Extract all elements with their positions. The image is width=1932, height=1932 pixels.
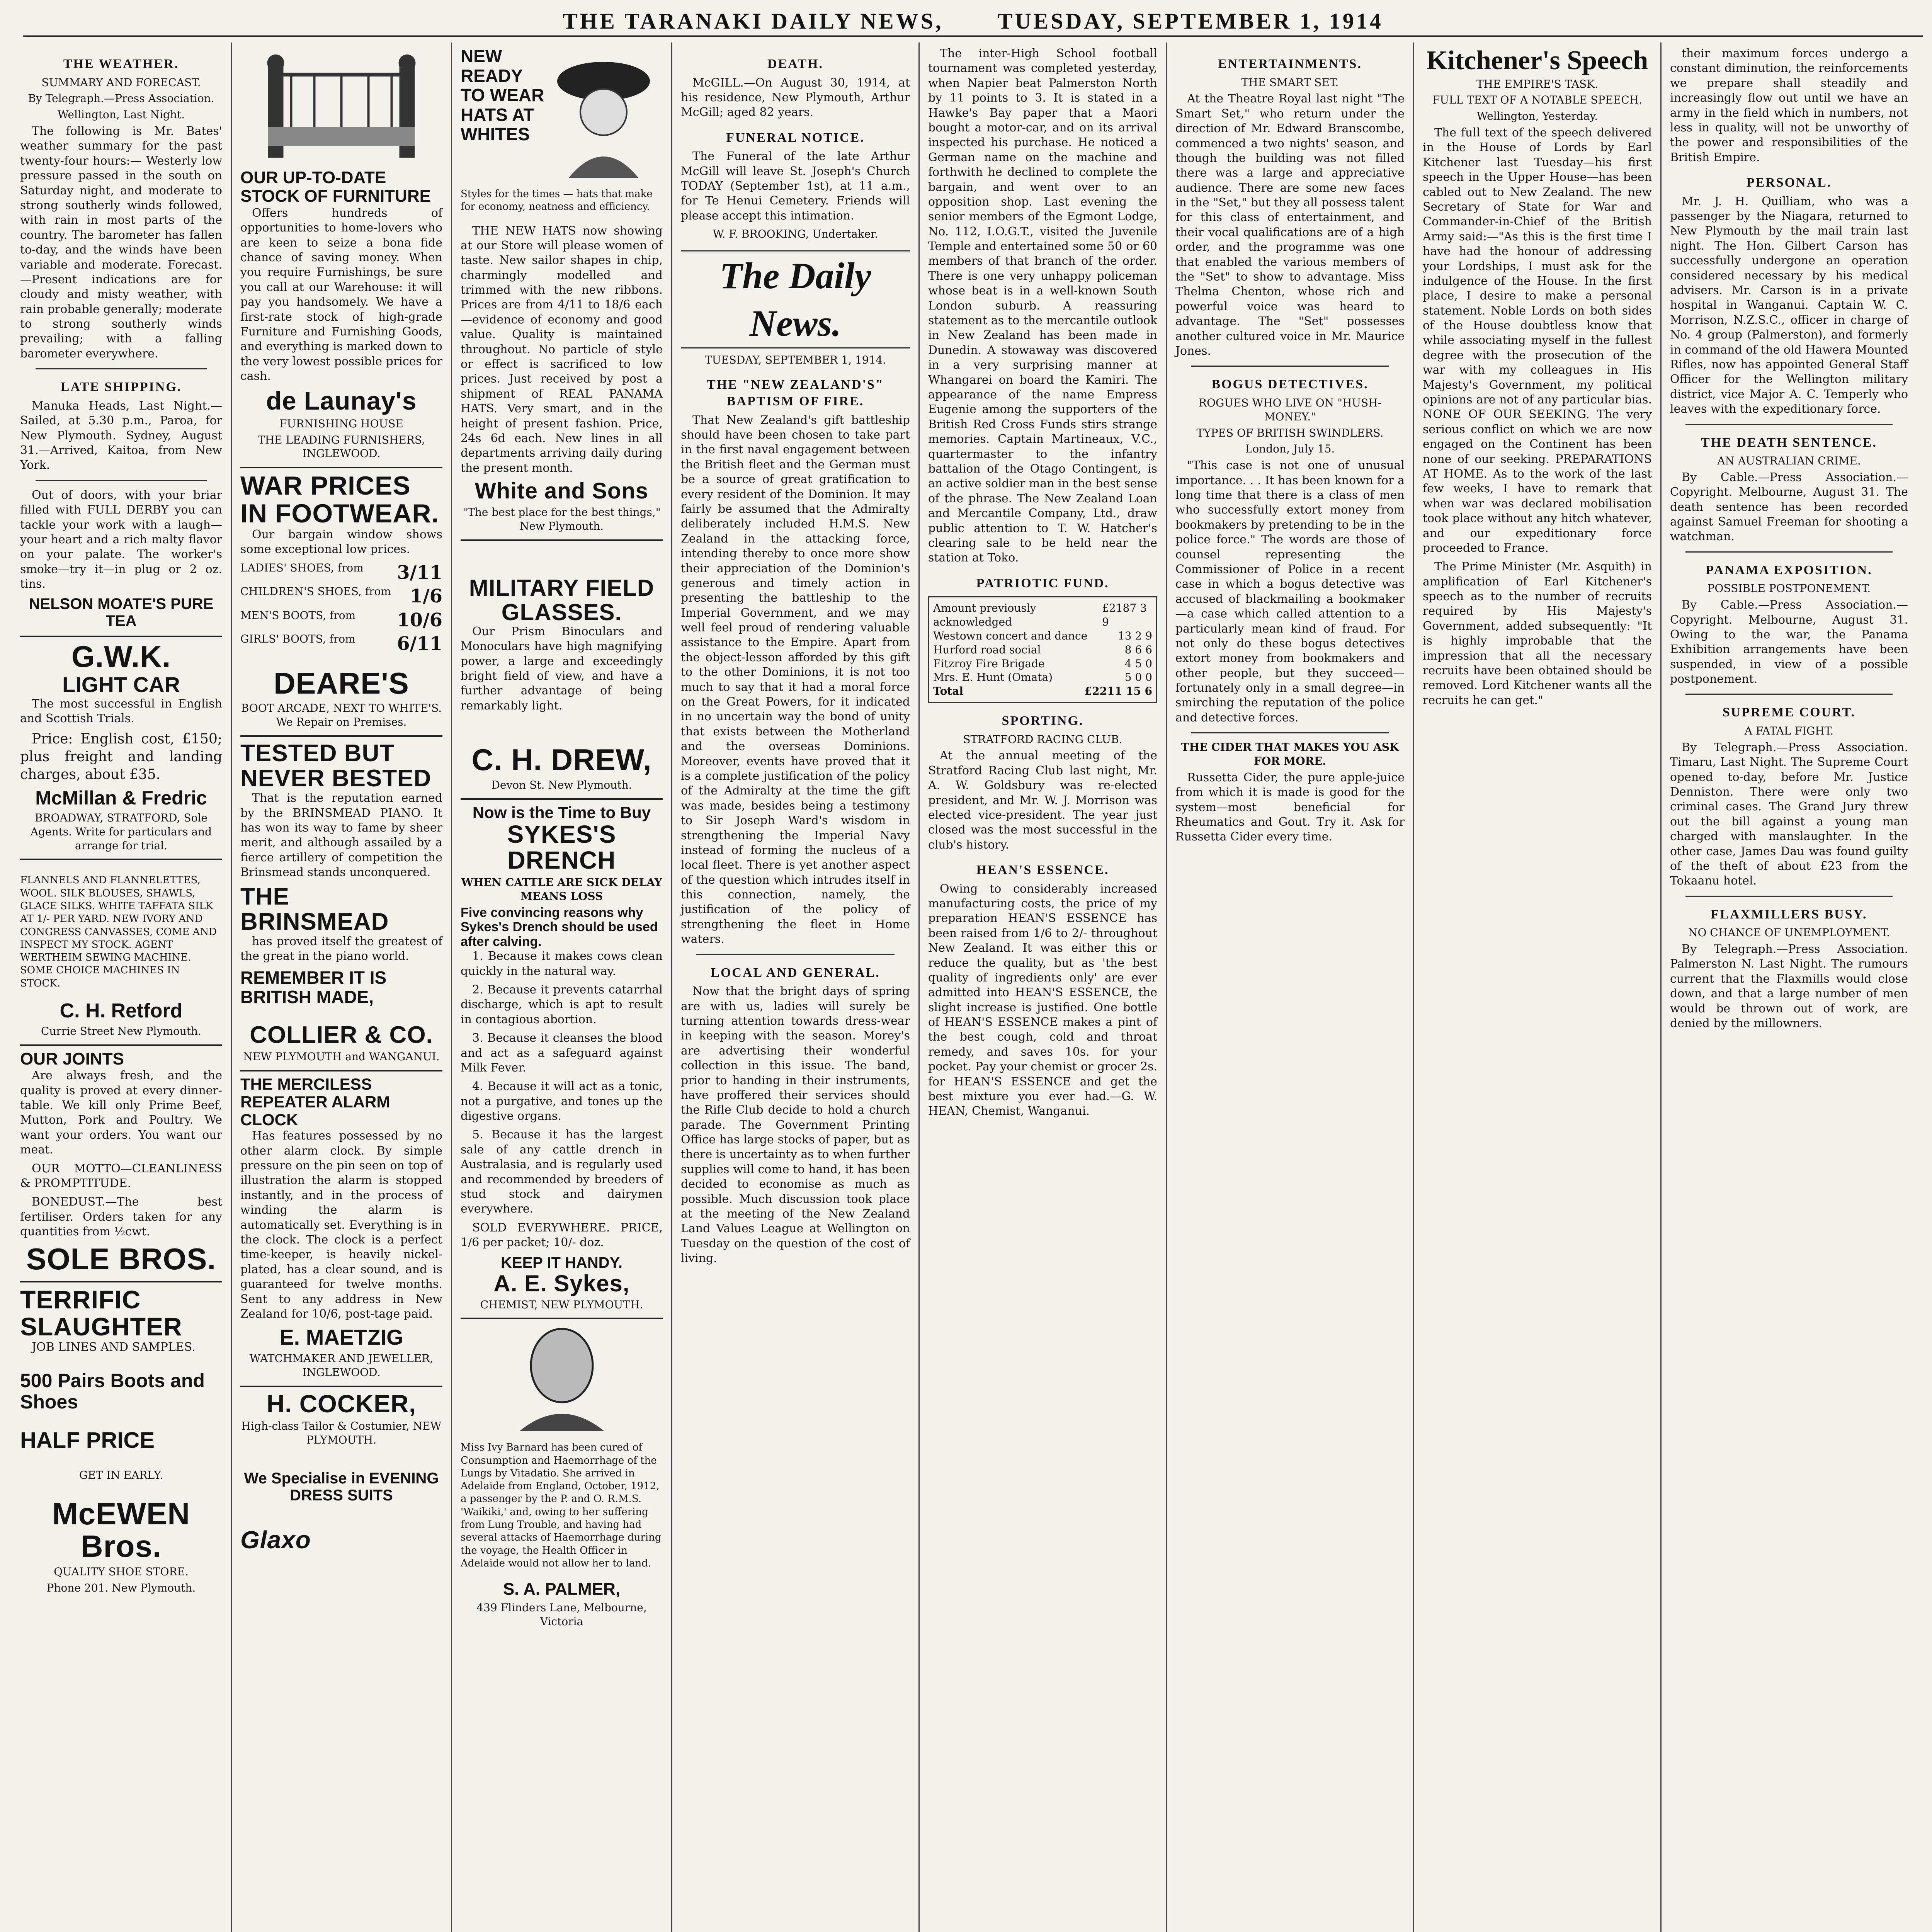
- price-list: [240, 561, 442, 656]
- divider: [1685, 896, 1893, 897]
- sykes-sub: CHEMIST, NEW PLYMOUTH.: [480, 1298, 643, 1311]
- brinsmead-body: has proved itself the greatest of the great in the piano world.: [240, 934, 442, 963]
- joblines: JOB LINES AND SAMPLES.: [32, 1340, 196, 1354]
- court-body: By Telegraph.—Press Association. Timaru, Last Night. The Supreme Court opened to-day, before Mr. Justice Denniston. There were only two criminal cases. The Grand Jury threw out the bill against a young man charged with manslaughter. In the other case, James Dau was found guilty of the theft of about £23 from the Tokaanu hotel.: [1670, 740, 1908, 888]
- lady-hat-illustration: [553, 46, 654, 178]
- palmer-body: Miss Ivy Barnard has been cured of Consumption and Haemorrhage of the Lungs by Vitadatio. She arrived in Adelaide from England, October, 1912, a passenger by the P. and O. R.M.S. 'Waikiki,' and, owing to her suffering from Lung Trouble, and having had several attacks of Haemorrhage during the voyage, the Health Officer in Adelaide would not allow her to land.: [461, 1442, 662, 1569]
- price-row: MEN'S BOOTS, from 10/6: [240, 609, 442, 631]
- cocker-sub: High-class Tailor & Costumier, NEW PLYMOUTH.: [241, 1419, 442, 1446]
- personal-heading: PERSONAL.: [1746, 175, 1832, 190]
- stock-body: Offers hundreds of opportunities to home-lovers who are keen to seize a bona fide chance of saving money. When you require Furnishings, be sure you call at our Warehouse: it will pay you handsomely. We have a first-rate stock of high-grade Furniture and Furnishing Goods, and everything is marked down to the very lowest possible prices for cash.: [240, 206, 442, 383]
- halfprice-title: HALF PRICE: [20, 1428, 155, 1453]
- divider: [36, 368, 207, 369]
- reason-1: 1. Because it makes cows clean quickly in the natural way.: [461, 949, 663, 978]
- hats-body: THE NEW HATS now showing at our Store will please women of taste. New sailor shapes in chip, charmingly modelled and trimmed with the new ribbons. Prices are from 4/11 to 18/6 each—evidence of economy and good value. Quality is maintained throughout. No particle of style or effect is sacrificed to low prices. Just received by post a shipment of REAL PANAMA HATS. Very smart, and in the height of present fashion. Price, 24s 6d each. New lines in all departments arriving daily during the present month.: [461, 224, 663, 475]
- patriotic-heading: PATRIOTIC FUND.: [976, 576, 1109, 590]
- kitchener-sub2: FULL TEXT OF A NOTABLE SPEECH.: [1432, 94, 1643, 107]
- repeater-ad: [240, 1070, 442, 1379]
- local-body: Now that the bright days of spring are with us, ladies will surely be turning attention towards dress-wear in keeping with the season. Morey's are advertising their wonderful collection in this issue. The band, prior to handing in their instruments, have proffered their services should the Rifle Club decide to hold a church parade. The Government Printing Office has large stocks of paper, but as there is uncertainty as to when further supplies will come to hand, it has been decided to economise as much as possible. Much discussion took place at the meeting of the New Zealand Land Values League at Wellington on Tuesday on the question of the cost of living.: [681, 985, 910, 1265]
- stock-heading: OUR UP-TO-DATE STOCK OF FURNITURE: [240, 168, 431, 206]
- price-row: CHILDREN'S SHOES, from 1/6: [240, 585, 442, 607]
- delaunay-title: de Launay's: [266, 386, 417, 415]
- weather-byline: By Telegraph.—Press Association.: [28, 92, 214, 105]
- hats-side: Styles for the times — hats that make for economy, neatness and efficiency.: [461, 188, 653, 213]
- sole-ad: [20, 1044, 222, 1275]
- sykes-title: A. E. Sykes,: [493, 1270, 630, 1296]
- retford-ad: [20, 859, 222, 1038]
- white-title: White and Sons: [475, 478, 648, 504]
- glaxo-logo: Glaxo: [240, 1526, 311, 1554]
- panama-body: By Cable.—Press Association.—Copyright. Melbourne, August 31. Owing to the war, the Panama Exhibition arrangements have been suspended, in view of a possible postponement.: [1670, 598, 1908, 686]
- column-4: [672, 43, 920, 1932]
- palmer-ad: [461, 1318, 663, 1629]
- reason-3: 3. Because it cleanses the blood and act as a safeguard against Milk Fever.: [461, 1031, 663, 1075]
- divider: [696, 954, 895, 955]
- palmer-address: 439 Flinders Lane, Melbourne, Victoria: [476, 1601, 647, 1628]
- cocker-spec: We Specialise in EVENING DRESS SUITS: [244, 1470, 439, 1504]
- fund-table: [928, 596, 1157, 703]
- panama-sub: POSSIBLE POSTPONEMENT.: [1707, 582, 1871, 595]
- weather-subheading: SUMMARY AND FORECAST.: [41, 76, 201, 89]
- deares-address: BOOT ARCADE, NEXT TO WHITE'S. We Repair on Premises.: [241, 702, 442, 729]
- price-row: LADIES' SHOES, from 3/11: [240, 561, 442, 583]
- gwk-body: The most successful in English and Scottish Trials.: [20, 697, 222, 726]
- reason-2: 2. Because it prevents catarrhal discharge, which is apt to result in contagious abortion.: [461, 983, 663, 1026]
- death-sentence-body: By Cable.—Press Association.—Copyright. Melbourne, August 31. The death sentence has been recorded against Samuel Freeman for shooting a watchman.: [1670, 470, 1908, 544]
- retford-title: C. H. Retford: [60, 999, 183, 1022]
- column-6: [1167, 43, 1414, 1932]
- kitchener-end: The Prime Minister (Mr. Asquith) in amplification of Earl Kitchener's speech as to the number of recruits required by His Majesty's Government, added subsequently: "It is highly improbable that the impression that all the necessary recruits have been obtained should be removed. Lord Kitchener wants all the recruits he can get.": [1423, 560, 1652, 707]
- mcewen-ad: [20, 1281, 222, 1595]
- divider: [36, 480, 207, 481]
- palmer-title: S. A. PALMER,: [503, 1580, 621, 1599]
- drew-address: Devon St. New Plymouth.: [491, 778, 632, 791]
- divider: [1191, 366, 1389, 367]
- gwk-title: G.W.K.: [71, 639, 171, 674]
- mcmillan-title: McMillan & Fredric: [35, 787, 207, 809]
- continued-body: their maximum forces undergo a constant diminution, the reinforcements we prepare shall steadily and increasingly flow out until we have an army in the field which in numbers, not less in quality, will not be unworthy of the power and responsibilities of the British Empire.: [1670, 47, 1908, 164]
- delaunay-sub: FURNISHING HOUSE: [279, 417, 403, 430]
- news-body: The inter-High School football tournament was completed yesterday, when Napier beat Palmerston North by 11 points to 3. It is stated in a Hawke's Bay paper that a Maori bought a motor-car, and on its arrival inspected his purchase. He noticed a German name on the machine and forthwith he declined to complete the bargain, and went over to an opposition shop. Last evening the senior members of the Egmont Lodge, No. 112, I.O.G.T., visited the Juvenile Temple and entertained some 50 or 60 members of that branch of the order. There is one very unhappy policeman whose beat is in a well-known South London suburb. A reassuring statement as to the mercantile outlook in New Zealand has been made in Dunedin. A stowaway was discovered in a very surprising manner at Whangarei on board the Kamiri. The appearance of the name Empress Eugenie among the supporters of the British Red Cross Funds stirs strange memories. Captain Martineaux, V.C., quartermaster to the infantry battalion of the Otago Contingent, is an active soldier man in the best sense of the phrase. The New Zealand Loan and Mercantile Company, Ltd., draw public attention to T. W. Hatcher's clearing sale to be held near the station at Toko.: [928, 47, 1157, 565]
- shipping-heading: LATE SHIPPING.: [60, 380, 182, 395]
- retford-address: Currie Street New Plymouth.: [41, 1025, 201, 1038]
- joints-body: Are always fresh, and the quality is proved at every dinner-table. We kill only Prime Beef, Mutton, Pork and Poultry. We want your orders. You want our meat.: [20, 1069, 222, 1157]
- nelson-body: Out of doors, with your briar filled with FULL DERBY you can tackle your work with a laugh—your heart and a rich malty flavor on your palate. The worker's smoke—try it—in plug or 2 oz. tins.: [20, 488, 222, 591]
- sold-note: SOLD EVERYWHERE. PRICE, 1/6 per packet; 10/- doz.: [461, 1221, 663, 1250]
- repeater-heading: THE MERCILESS REPEATER ALARM CLOCK: [240, 1075, 390, 1129]
- white-sub: "The best place for the best things," New Plymouth.: [463, 506, 661, 532]
- fund-row: Amount previously acknowledged £2187 3 9: [933, 602, 1147, 629]
- local-heading: LOCAL AND GENERAL.: [711, 965, 880, 980]
- kitchener-place: Wellington, Yesterday.: [1476, 110, 1598, 123]
- hats-heading: NEW READY TO WEAR HATS AT WHITES: [461, 46, 544, 145]
- death-sentence-sub: AN AUSTRALIAN CRIME.: [1717, 454, 1861, 468]
- masthead-paper: THE TARANAKI DAILY NEWS,: [563, 9, 944, 34]
- fund-row: Mrs. E. Hunt (Omata) 5 0 0: [933, 671, 1152, 684]
- entertainments-heading: ENTERTAINMENTS.: [1218, 57, 1362, 71]
- war-body: Our bargain window shows some exceptional low prices.: [240, 528, 442, 556]
- military-heading: MILITARY FIELD GLASSES.: [469, 575, 655, 625]
- retford-list: FLANNELS AND FLANNELETTES, WOOL. SILK BLOUSES, SHAWLS, GLACE SILKS. WHITE TAFFATA SILK AT 1/- PER YARD. NEW IVORY AND CONGRESS CANVASSES, COME AND INSPECT MY STOCK. AGENT WERTHEIM SEWING MACHINE. SOME CHOICE MACHINES IN STOCK.: [20, 874, 217, 989]
- gwk-ad: [20, 636, 222, 852]
- column-5: [920, 43, 1167, 1932]
- fund-row: Hurford road social 8 6 6: [933, 643, 1152, 656]
- column-7: [1414, 43, 1662, 1932]
- court-heading: SUPREME COURT.: [1722, 705, 1856, 720]
- maetzig-sub: WATCHMAKER AND JEWELLER, INGLEWOOD.: [249, 1352, 434, 1379]
- undertaker: W. F. BROOKING, Undertaker.: [713, 228, 878, 241]
- sykes-ad: [461, 798, 663, 1312]
- flax-heading: FLAXMILLERS BUSY.: [1711, 907, 1867, 922]
- weather-body: The following is Mr. Bates' weather summary for the past twenty-four hours:— Westerly low pressure passed in the south on Saturday night, and moderate to strong southerly winds followed, with rain in most parts of the country. The barometer has fallen to-day, and the winds have been variable and moderate. Forecast.—Present indications are for cloudy and misty weather, with rain probable generally; moderate to strong southerly winds prevailing; with a falling barometer everywhere.: [20, 124, 223, 361]
- bogus-body: "This case is not one of unusual importance. . . It has been known for a long time that there is a class of men who successfully extort money from bookmakers by pretending to be in the police force." The words are those of counsel representing the Commissioner of Police in a recent case in which a bogus detective was accused of blackmailing a bookmaker—a case which called attention to a particularly mean kind of fraud. For not only do these bogus detectives extort money from bookmakers and other people, but they succeed—fortunately only in a small degree—in smirching the reputation of the police and detective forces.: [1175, 459, 1405, 724]
- bogus-sub: ROGUES WHO LIVE ON "HUSH-MONEY.": [1198, 396, 1382, 423]
- panama-heading: PANAMA EXPOSITION.: [1706, 563, 1872, 577]
- brinsmead-title: THE BRINSMEAD: [240, 883, 389, 935]
- newspaper-page: [12, 43, 1932, 1932]
- maetzig-title: E. MAETZIG: [279, 1325, 403, 1350]
- dateline: TUESDAY, SEPTEMBER 1, 1914.: [704, 353, 886, 366]
- drew-ad: [461, 539, 663, 792]
- war-prices-ad: [240, 467, 442, 729]
- divider: [1685, 551, 1893, 553]
- lightcar-title: LIGHT CAR: [62, 672, 180, 697]
- flax-sub: NO CHANCE OF UNEMPLOYMENT.: [1688, 926, 1890, 939]
- column-2: [232, 43, 452, 1932]
- kitchener-title: Kitchener's Speech: [1426, 46, 1648, 75]
- baptism-heading: THE "NEW ZEALAND'S" BAPTISM OF FIRE.: [707, 377, 884, 409]
- portrait-illustration: [504, 1323, 620, 1431]
- bogus-sub2: TYPES OF BRITISH SWINDLERS.: [1196, 426, 1384, 439]
- tested-body: That is the reputation earned by the BRINSMEAD PIANO. It has won its way to fame by sheer merit, and although assailed by a fierce artillery of competition the Brinsmead stands unconquered.: [240, 791, 442, 879]
- sick-note: WHEN CATTLE ARE SICK DELAY MEANS LOSS: [461, 876, 662, 903]
- funeral-body: The Funeral of the late Arthur McGill will leave St. Joseph's Church TODAY (September 1st), at 11 a.m., for Te Henui Cemetery. Friends will please accept this intimation.: [681, 150, 910, 223]
- cider-body: Russetta Cider, the pure apple-juice from which it is made is good for the system—most beneficial for Rheumatics and Gout. Try it. Ask for Russetta Cider every time.: [1175, 770, 1405, 844]
- brinsmead-ad: [240, 735, 442, 1064]
- heans-body: Owing to considerably increased manufacturing costs, the price of my preparation HEAN'S ESSENCE has been raised from 1/6 to 2/- throughout New Zealand. It was either this or reduce the quality, but as 'the best quality of ingredients only' are ever admitted into HEAN'S ESSENCE, the slight increase is justified. One bottle of HEAN'S ESSENCE makes a pint of the best cough, cold and throat remedy, and saves 10s. for your pocket. Pay your chemist or grocer 2s. for HEAN'S ESSENCE and get the best mixture you ever had.—G. W. HEAN, Chemist, Wanganui.: [928, 882, 1157, 1118]
- column-1: [12, 43, 232, 1932]
- smart-heading: THE SMART SET.: [1241, 76, 1339, 89]
- war-heading: WAR PRICES IN FOOTWEAR.: [240, 471, 439, 528]
- column-3: [452, 43, 672, 1932]
- deares-title: DEARE'S: [274, 666, 409, 700]
- sole-title: SOLE BROS.: [26, 1242, 216, 1276]
- keep-note: KEEP IT HANDY.: [501, 1254, 622, 1271]
- collier-title: COLLIER & CO.: [250, 1021, 433, 1048]
- sporting-heading: SPORTING.: [1002, 713, 1084, 728]
- joints-heading: OUR JOINTS: [20, 1049, 124, 1068]
- tested-heading: TESTED BUT NEVER BESTED: [240, 740, 432, 792]
- cocker-ad: [240, 1386, 442, 1553]
- drew-title: C. H. DREW,: [471, 743, 652, 777]
- flax-body: By Telegraph.—Press Association. Palmerston N. Last Night. The rumours current that the Flaxmills would close down, and that a large number of men would be thrown out of work, are denied by the millowners.: [1670, 942, 1908, 1031]
- cider-heading: THE CIDER THAT MAKES YOU ASK FOR MORE.: [1181, 741, 1399, 768]
- daily-news-title: The Daily News.: [681, 250, 910, 349]
- racing-body: At the annual meeting of the Stratford Racing Club last night, Mr. A. W. Goldsbury was re-elected president, and Mr. W. J. Morrison was elected vice-president. The year just closed was the most successful in the club's history.: [928, 749, 1157, 852]
- divider: [1685, 694, 1893, 695]
- phone-note: Phone 201. New Plymouth.: [46, 1581, 196, 1594]
- masthead: [23, 8, 1923, 37]
- delaunay-sub2: THE LEADING FURNISHERS, INGLEWOOD.: [258, 433, 425, 460]
- motto: OUR MOTTO—CLEANLINESS & PROMPTITUDE.: [20, 1162, 222, 1190]
- shipping-body: Manuka Heads, Last Night.—Sailed, at 5.30 p.m., Paroa, for New Plymouth. Sydney, August 31.—Arrived, Kaitoa, from New York.: [20, 399, 222, 472]
- court-sub: A FATAL FIGHT.: [1744, 724, 1834, 737]
- heans-heading: HEAN'S ESSENCE.: [976, 863, 1109, 878]
- cocker-title: H. COCKER,: [267, 1389, 416, 1418]
- boots-title: 500 Pairs Boots and Shoes: [20, 1370, 205, 1413]
- price-row: GIRLS' BOOTS, from 6/11: [240, 633, 442, 655]
- reason-5: 5. Because it has the largest sale of any cattle drench in Australasia, and is regularly used and recommended by breeders of stud stock and dairymen everywhere.: [461, 1128, 663, 1216]
- early-note: GET IN EARLY.: [79, 1469, 163, 1482]
- kitchener-body: The full text of the speech delivered in the House of Lords by Earl Kitchener last Tuesday—his first speech in the Upper House—has been cabled out to New Zealand. The new Secretary of State for War and Commander-in-Chief of the British Army said:—"As this is the first time I have had the honour of addressing your Lordships, I must ask for the indulgence of the House. In the first place, I desire to make a personal statement. Noble Lords on both sides of the House doubtless know that while associating myself in the fullest degree with the prosecution of the war with my colleagues in His Majesty's Government, my political opinions are not of any particular bias. NONE OF OUR SEEKING. The very serious conflict on which we are now engaged on the Continent has been none of our seeking. PREPARATIONS AT HOME. As to the work of the last few weeks, I have to remark that when war was declared mobilisation took place without any hitch whatever, and our expeditionary force proceeded to France.: [1423, 126, 1652, 555]
- quality-note: QUALITY SHOE STORE.: [54, 1565, 189, 1578]
- smart-body: At the Theatre Royal last night "The Smart Set," who return under the direction of Mr. Edward Branscombe, commenced a two nights' season, and though the building was not filled there was a large and appreciative audience. There are some new faces in the "Set," but they all possess talent for this class of entertainment, and their vocal qualifications are of a high order, and the programme was one that enabled the various members of the "Set" to show to advantage. Miss Thelma Chenton, whose rich and powerful voice was heard to advantage. The "Set" possesses another cultured voice in Mr. Maurice Jones.: [1175, 92, 1405, 358]
- weather-heading: THE WEATHER.: [63, 57, 179, 71]
- fund-row: Westown concert and dance 13 2 9: [933, 629, 1152, 642]
- now-heading: Now is the Time to Buy: [472, 803, 651, 821]
- divider: [1191, 732, 1389, 733]
- fund-total: Total £2211 15 6: [933, 685, 1152, 698]
- bed-illustration: [240, 49, 442, 165]
- nelson-brand: NELSON MOATE'S PURE TEA: [29, 595, 214, 630]
- bogus-place: London, July 15.: [1245, 442, 1335, 456]
- kitchener-sub: THE EMPIRE'S TASK.: [1476, 77, 1599, 90]
- funeral-heading: FUNERAL NOTICE.: [726, 130, 865, 145]
- sykes-drench-title: SYKES'S DRENCH: [507, 820, 616, 874]
- fund-row: Fitzroy Fire Brigade 4 5 0: [933, 657, 1152, 670]
- mcmillan-address: BROADWAY, STRATFORD, Sole Agents. Write for particulars and arrange for trial.: [30, 811, 212, 852]
- hats-ad: [461, 46, 663, 178]
- column-8: [1662, 43, 1917, 1932]
- death-heading: DEATH.: [767, 57, 823, 71]
- death-body: McGILL.—On August 30, 1914, at his residence, New Plymouth, Arthur McGill; aged 82 years.: [681, 76, 910, 119]
- terrific-title: TERRIFIC SLAUGHTER: [20, 1285, 182, 1341]
- five-reasons: Five convincing reasons why Sykes's Drench should be used after calving.: [461, 905, 658, 949]
- collier-address: NEW PLYMOUTH and WANGANUI.: [243, 1050, 440, 1063]
- repeater-body: Has features possessed by no other alarm clock. By simple pressure on the pin seen on top of illustration the alarm is stopped instantly, and in the process of winding the alarm is automatically set. Everything is in the clock. The clock is a perfect time-keeper, is heavily nickel-plated, has a clear sound, and is guaranteed for twelve months. Sent to any address in New Zealand for 10/6, post-tage paid.: [240, 1129, 442, 1321]
- divider: [1685, 424, 1893, 425]
- bonedust: BONEDUST.—The best fertiliser. Orders taken for any quantities from ½cwt.: [20, 1195, 222, 1239]
- weather-place: Wellington, Last Night.: [57, 108, 185, 121]
- masthead-date: TUESDAY, SEPTEMBER 1, 1914: [997, 9, 1383, 34]
- gwk-price: Price: English cost, £150; plus freight and landing charges, about £35.: [20, 731, 222, 782]
- death-sentence-heading: THE DEATH SENTENCE.: [1701, 435, 1877, 450]
- mcewen-title: McEWEN Bros.: [52, 1497, 190, 1564]
- racing-heading: STRATFORD RACING CLUB.: [963, 733, 1122, 746]
- personal-body: Mr. J. H. Quilliam, who was a passenger by the Niagara, returned to New Plymouth by the mail train last night. The Hon. Gilbert Carson has successfully undergone an operation considered necessary by his medical advisers. Mr. Carson is in a private hospital in Wanganui. Captain W. C. Morrison, N.Z.S.C., officer in charge of No. 4 group (Palmerston), and formerly in command of the old Hawera Mounted Rifles, now has appointed General Staff Officer for the Wellington military district, vice Major A. C. Temperly who leaves with the expeditionary force.: [1670, 194, 1908, 416]
- remember-note: REMEMBER IT IS BRITISH MADE,: [240, 967, 387, 1007]
- reason-4: 4. Because it will act as a tonic, not a purgative, and tones up the digestive organs.: [461, 1080, 663, 1123]
- baptism-body: That New Zealand's gift battleship should have been chosen to take part in the first naval engagement between the British fleet and the German must be a source of great gratification to every resident of the Dominion. It may fairly be assumed that the Admiralty deliberately included H.M.S. New Zealand in the attacking force, intending thereby to once more show their appreciation of the Dominion's generous and timely action in presenting the battleship to the Imperial Government, and we may well feel proud of rendering valuable assistance to the Empire. Apart from the object-lesson afforded by this gift to the other Dominions, it is not too much to say that it had a moral force on the Great Powers, for it indicated in no uncertain way the bond of unity that exists between the Motherland and the overseas Dominions. Moreover, events have proved that it is a complete justification of the policy of the Admiralty at the time the gift was made, besides being a testimony to Sir Joseph Ward's wisdom in strengthening the Imperial Navy instead of forming the nucleus of a local fleet. There is yet another aspect of the question which intrudes itself in this connection, namely, the justification of the policy of strengthening the fleet in Home waters.: [681, 413, 910, 946]
- bogus-heading: BOGUS DETECTIVES.: [1211, 377, 1369, 392]
- military-body: Our Prism Binoculars and Monoculars have high magnifying power, a large and exceedingly bright field of view, and have a further advantage of being remarkably light.: [461, 624, 663, 713]
